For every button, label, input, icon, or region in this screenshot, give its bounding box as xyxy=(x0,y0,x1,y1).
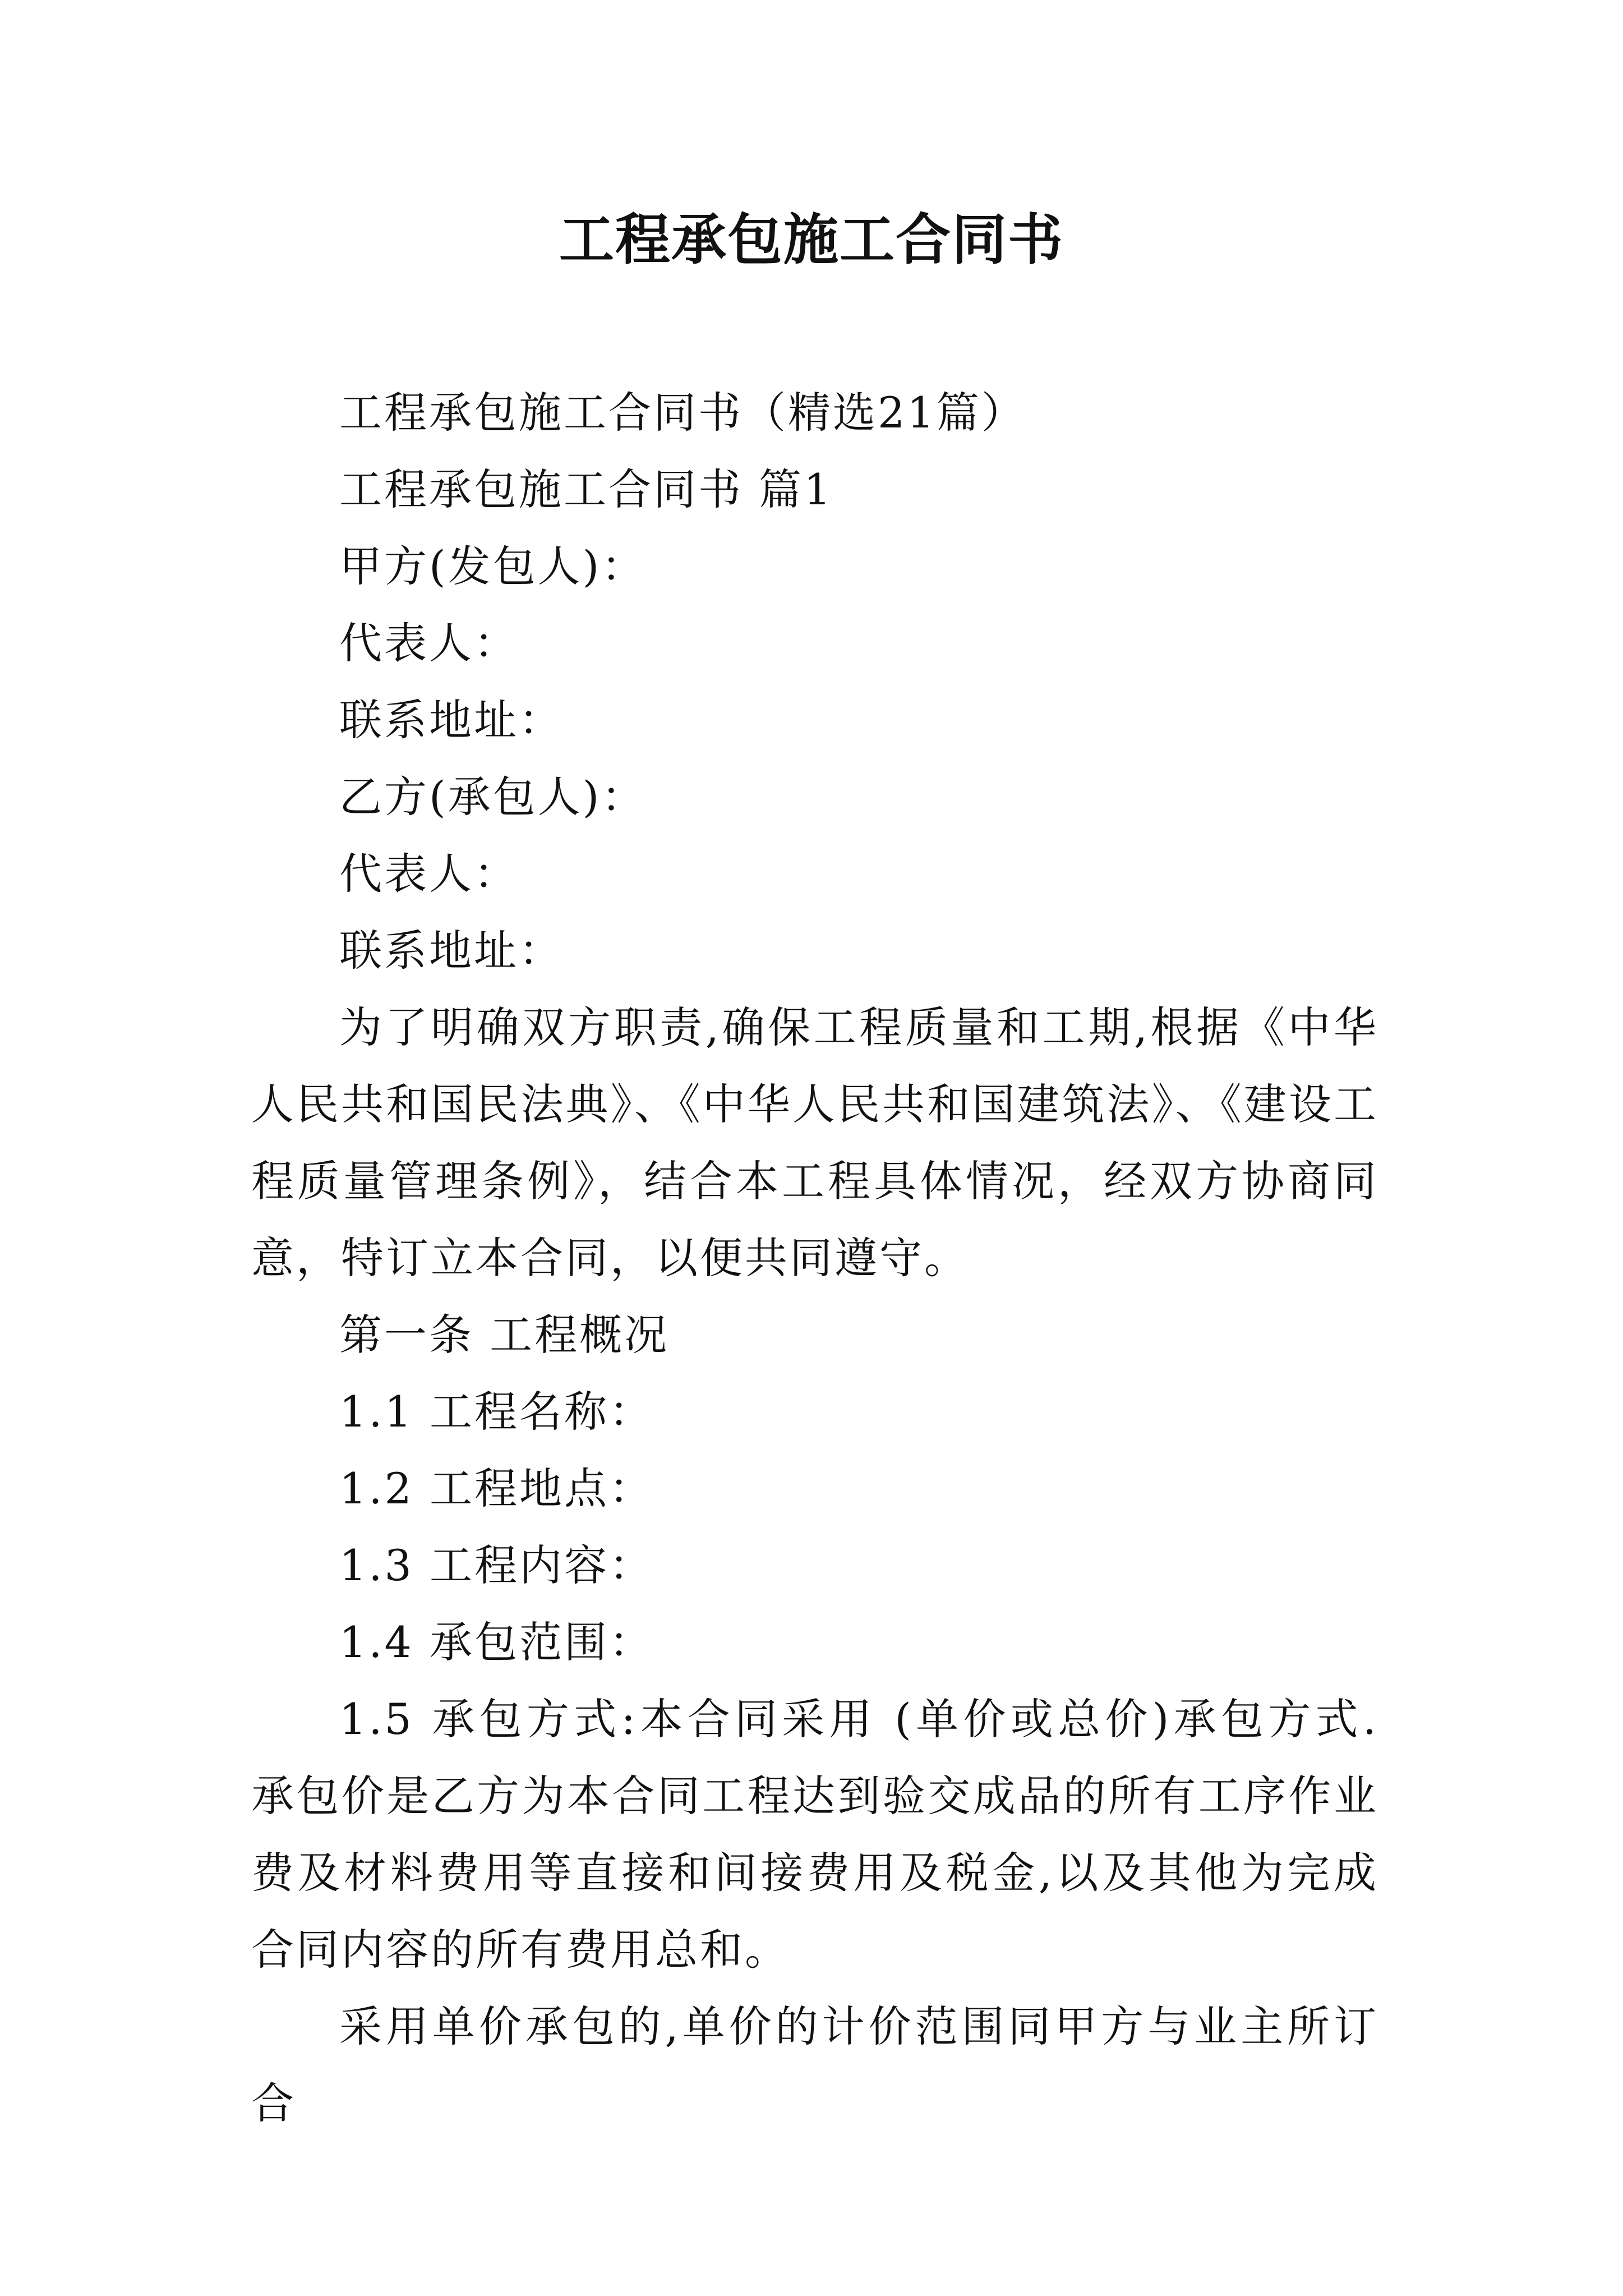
document-body xyxy=(251,374,1378,2142)
item-1-3: 1.3 工程内容： xyxy=(339,1540,654,1590)
party-a-address: 联系地址： xyxy=(339,695,564,745)
unit-price-paragraph: 采用单价承包的,单价的计价范围同甲方与业主所订合 xyxy=(251,2001,1378,2128)
party-a-representative: 代表人： xyxy=(339,618,519,668)
item-1-5-paragraph: 1.5 承包方式:本合同采用 (单价或总价)承包方式. 承包价是乙方为本合同工程达到验交成品的所有工序作业费及材料费用等直接和间接费用及税金,以及其他为完成合同内容的所有费用总和。 xyxy=(251,1694,1378,1975)
party-a-label: 甲方(发包人)： xyxy=(339,541,647,591)
document-title: 工程承包施工合同书 xyxy=(559,208,1064,272)
item-1-4: 1.4 承包范围： xyxy=(339,1617,654,1667)
intro-paragraph: 为了明确双方职责,确保工程质量和工期,根据《中华人民共和国民法典》、《中华人民共和国建筑法》、《建设工程质量管理条例》，结合本工程具体情况，经双方协商同意，特订立本合同，以便共同遵守。 xyxy=(251,1002,1378,1283)
party-b-address: 联系地址： xyxy=(339,926,564,976)
party-b-representative: 代表人： xyxy=(339,849,519,899)
item-1-2: 1.2 工程地点： xyxy=(339,1464,654,1513)
item-1-1: 1.1 工程名称： xyxy=(339,1387,654,1437)
section-heading: 工程承包施工合同书 篇1 xyxy=(339,464,833,514)
subtitle: 工程承包施工合同书（精选21篇） xyxy=(339,388,1026,438)
party-b-label: 乙方(承包人)： xyxy=(339,772,647,822)
article-1-heading: 第一条 工程概况 xyxy=(339,1310,670,1360)
